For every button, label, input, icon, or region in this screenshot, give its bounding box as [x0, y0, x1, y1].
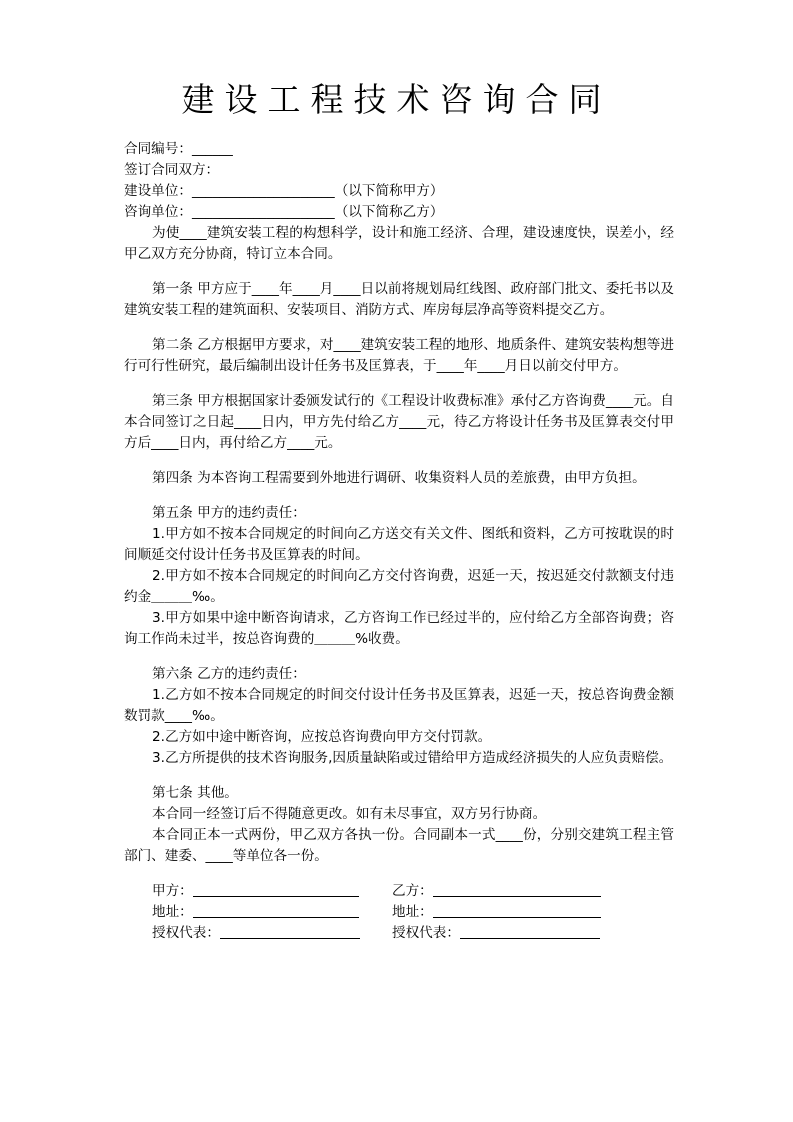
party-b-line: 咨询单位：_____________________（以下简称乙方） — [124, 204, 444, 220]
party-a-sign-line — [193, 881, 359, 897]
signature-row-party — [152, 881, 674, 902]
article-6-item-2: 2.乙方如中途中断咨询，应按总咨询费向甲方交付罚款。 — [152, 729, 492, 745]
party-a-rep-label: 授权代表： — [152, 925, 220, 941]
article-5-item-1: 1.甲方如不按本合同规定的时间向乙方送交有关文件、图纸和资料，乙方可按耽误的时间顺延交付设计任务书及匡算表的时间。 — [124, 526, 674, 563]
signature-row-representative — [152, 923, 674, 944]
party-b-rep-line — [460, 923, 600, 939]
document-title: 建设工程技术咨询合同 — [181, 80, 612, 119]
spacer — [124, 769, 674, 783]
spacer — [124, 650, 674, 664]
article-6-item-3: 3.乙方所提供的技术咨询服务,因质量缺陷或过错给甲方造成经济损失的人应负责赔偿。 — [152, 750, 673, 766]
contract-number: 合同编号：______ — [124, 141, 233, 157]
party-b-sign-label: 乙方： — [392, 883, 433, 899]
party-b-sign-line — [433, 881, 601, 897]
article-5-item-2: 2.甲方如不按本合同规定的时间向乙方交付咨询费，迟延一天，按迟延交付款额支付违约金＿＿＿‰。 — [124, 568, 674, 605]
article-7-title: 第七条 其他。 — [152, 785, 238, 801]
parties-label: 签订合同双方： — [124, 162, 220, 178]
article-4: 第四条 为本咨询工程需要到外地进行调研、收集资料人员的差旅费，由甲方负担。 — [152, 470, 646, 486]
spacer — [124, 265, 674, 279]
party-a-line: 建设单位：_____________________（以下简称甲方） — [124, 183, 444, 199]
article-6-title: 第六条 乙方的违约责任： — [152, 666, 306, 682]
spacer — [124, 489, 674, 503]
party-a-rep-line — [220, 923, 360, 939]
party-a-address-label: 地址： — [152, 904, 193, 920]
article-7-item-2: 本合同正本一式两份，甲乙双方各执一份。合同副本一式____份，分别交建筑工程主管部门、建委、____等单位各一份。 — [124, 827, 674, 864]
intro-paragraph: 为使____建筑安装工程的构想科学，设计和施工经济、合理，建设速度快，误差小，经甲乙双方充分协商，特订立本合同。 — [124, 225, 674, 262]
article-5-title: 第五条 甲方的违约责任： — [152, 505, 306, 521]
article-1: 第一条 甲方应于____年____月____日以前将规划局红线图、政府部门批文、委托书以及建筑安装工程的建筑面积、安装项目、消防方式、库房每层净高等资料提交乙方。 — [124, 281, 674, 318]
article-3: 第三条 甲方根据国家计委颁发试行的《工程设计收费标准》承付乙方咨询费____元。自本合同签订之日起____日内，甲方先付给乙方____元，待乙方将设计任务书及匡算表交付甲方后____日内，再付给乙方____元。 — [124, 393, 674, 451]
spacer — [124, 377, 674, 391]
article-5-item-3: 3.甲方如果中途中断咨询请求，乙方咨询工作已经过半的，应付给乙方全部咨询费；咨询工作尚未过半，按总咨询费的＿＿＿%收费。 — [124, 610, 674, 647]
spacer — [124, 321, 674, 335]
party-a-address-line — [193, 902, 359, 918]
article-6-item-1: 1.乙方如不按本合同规定的时间交付设计任务书及匡算表，迟延一天，按总咨询费金额数罚款____‰。 — [124, 687, 674, 724]
article-7-item-1: 本合同一经签订后不得随意更改。如有未尽事宜，双方另行协商。 — [152, 806, 547, 822]
spacer — [124, 867, 674, 881]
spacer — [124, 454, 674, 468]
party-b-address-line — [433, 902, 601, 918]
signature-row-address — [152, 902, 674, 923]
party-b-address-label: 地址： — [392, 904, 433, 920]
article-2: 第二条 乙方根据甲方要求，对____建筑安装工程的地形、地质条件、建筑安装构想等进行可行性研究，最后编制出设计任务书及匡算表，于____年____月日以前交付甲方。 — [124, 337, 674, 374]
contract-body — [124, 139, 674, 944]
party-a-sign-label: 甲方： — [152, 883, 193, 899]
party-b-rep-label: 授权代表： — [392, 925, 460, 941]
signature-block — [124, 881, 674, 944]
